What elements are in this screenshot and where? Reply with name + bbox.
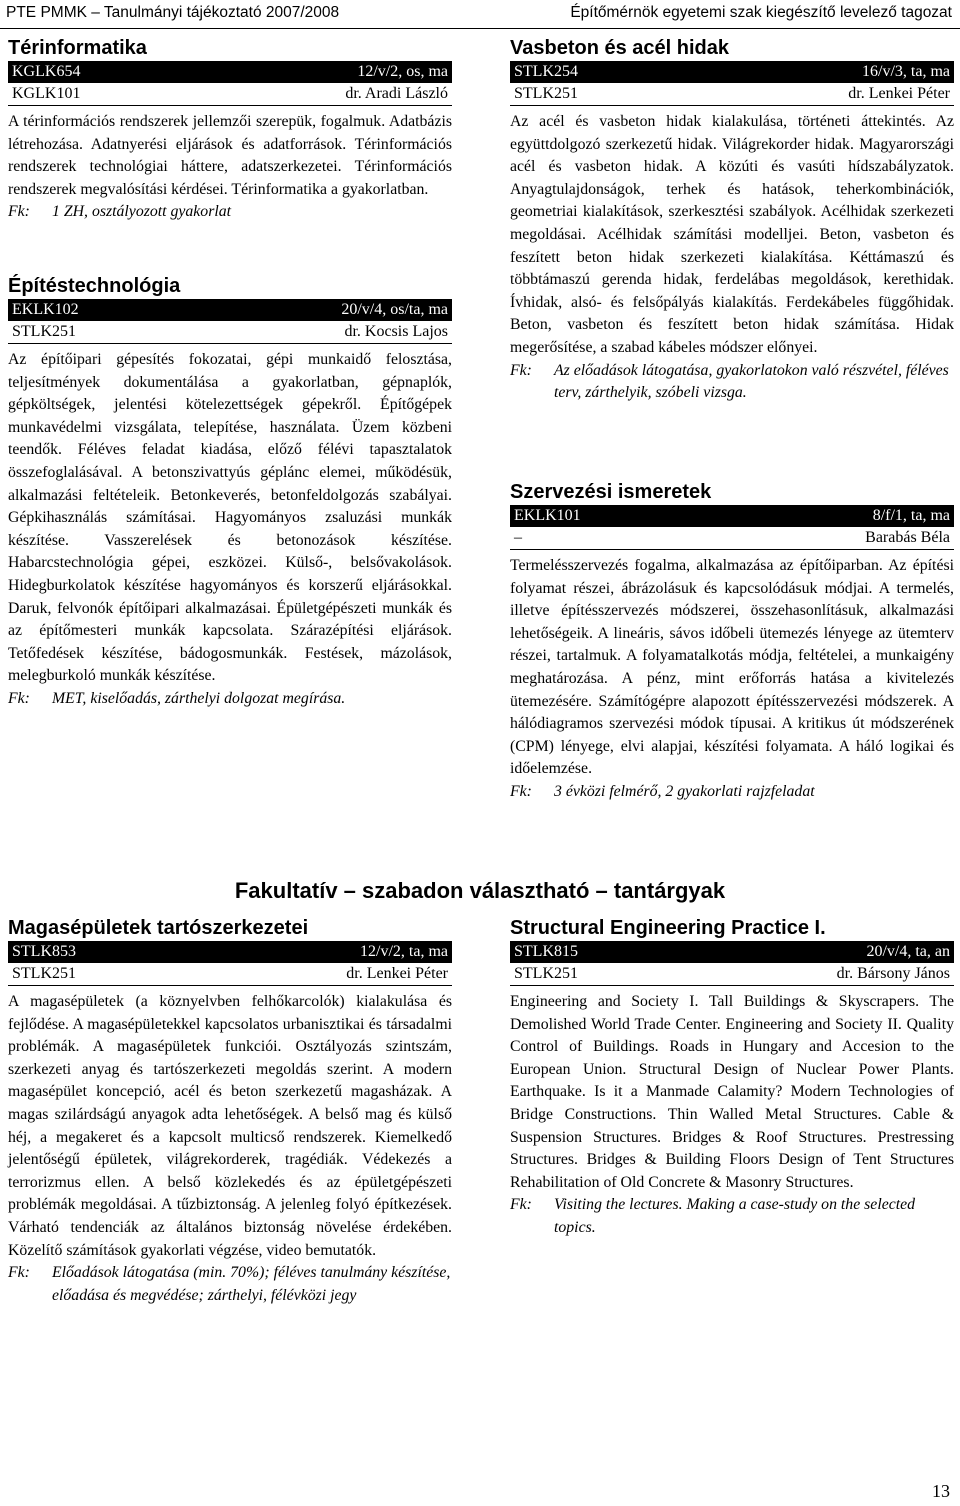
course-description: Az acél és vasbeton hidak kialakulása, történeti áttekintés. Az együttdolgozó szerkezetű hidak. Világrekorder hidak. Magyarországi acél és vasbeton hidak. A közúti és vasúti hídszabályzatok. Anyagtulajdonságok, terhek és hatások, teherkombinációk, geometriai kialakítások, szerkesztési szabályok. Acélhidak szerkezeti megoldásai. Acélhidak számítási modelljei. Beton, vasbeton és feszített beton hidak szerkezeti kialakítása. Kéttámaszú és többtámaszú gerenda hidak, ferdelábas megoldások, kerethidak. Ívhidak, alsó- és felsőpályás kialakítás. Ferdekábeles függőhidak. Beton, vasbeton és feszített beton hidak számítása. Hidak megerősítése, a szabad kábeles módszer előnyei.	[510, 113, 954, 356]
page-header	[0, 0, 960, 29]
course-prereq: STLK251	[12, 965, 76, 982]
course-code: STLK254	[514, 63, 578, 80]
course-prereq-row	[8, 963, 452, 986]
course-code: EKLK102	[12, 301, 79, 318]
course-description: A magasépületek (a köznyelvben felhőkarcolók) kialakulása és fejlődése. A magasépületekkel kapcsolatos urbanisztikai és társadalmi problémák. A magasépületek funkciói. Osztályozás szintszám, szerkezeti anyag és tartószerkezeti megoldás szerint. A modern magasépület koncepció, acél és beton szerkezetű magasházak. A magas szilárdságú anyagok adta lehetőségek. A belső mag és külső héj, a megakeret és a kapcsolt multicső rendszerek. Kiemelkedő jelentőségű épületek, világrekorderek, tragédiák. Védekezés a terrorizmus ellen. A belső közlekedés és az épületgépészeti problémák megoldásai. A tűzbiztonság. A jelenleg folyó építkezések. Várható tendenciák az általános biztonság növelése érdekében. Közelítő számítások gyakorlati végzése, video bemutatók.	[8, 993, 452, 1259]
course-meta: 8/f/1, ta, ma	[872, 507, 950, 524]
course-code-band	[510, 61, 954, 83]
course-description: A térinformációs rendszerek jellemzői szerepük, fogalmuk. Adatbázis létrehozása. Adatnyerési eljárások és adatforrások. Térinformációs rendszerek technológiai háttere, adatszerkezetei. Térinformációs rendszerek megvalósítási kérdései. Térinformatika a gyakorlatban.	[8, 113, 452, 198]
course-code-band	[8, 61, 452, 83]
course-title: Szervezési ismeretek	[510, 481, 712, 503]
course-requirements	[510, 1194, 954, 1239]
course-meta: 12/v/2, ta, ma	[360, 943, 448, 960]
course-prereq: KGLK101	[12, 85, 81, 102]
requirements-text: MET, kiselőadás, zárthelyi dolgozat megírása.	[52, 689, 346, 707]
course-terinformatika	[8, 36, 452, 224]
course-epitestechnologia	[8, 274, 452, 711]
course-structural-engineering	[510, 916, 954, 1240]
course-teacher: dr. Kocsis Lajos	[344, 323, 448, 340]
course-description: Termelésszervezés fogalma, alkalmazása az építőiparban. Az építési folyamat részei, ábrázolásuk és kapcsolódásuk módjai. A termelés, illetve építésszervezés módszerei, összehasonlításuk, alkalmazási lehetőségeik. A lineáris, sávos időbeli ütemezés lényege az ütemterv részei, tartalmuk. A folyamatalkotás módja, feltételei, a munkaigény meghatározása. A pénz, mint erőforrás hatása a kivitelezés ütemezésére. Számítógépre alapozott építésszervezési módszerek. A hálódiagramos szervezési módok típusai. A kritikus út módszerének (CPM) lényege, elvi alapjai, készítési folyamata. A háló logikai és időelemzése.	[510, 557, 954, 778]
course-title: Structural Engineering Practice I.	[510, 917, 826, 939]
requirements-label: Fk:	[8, 1264, 30, 1282]
requirements-label: Fk:	[8, 203, 30, 221]
requirements-label: Fk:	[8, 689, 30, 707]
header-left: PTE PMMK – Tanulmányi tájékoztató 2007/2008	[6, 4, 340, 21]
course-meta: 20/v/4, os/ta, ma	[341, 301, 448, 318]
course-prereq: STLK251	[12, 323, 76, 340]
requirements-text: Az előadások látogatása, gyakorlatokon való részvétel, féléves terv, zárthelyik, szóbeli vizsga.	[554, 361, 949, 402]
requirements-text: 1 ZH, osztályozott gyakorlat	[52, 203, 232, 221]
section-title: Fakultatív – szabadon választható – tantárgyak	[234, 878, 726, 903]
course-teacher: dr. Bársony János	[836, 965, 950, 982]
requirements-label: Fk:	[510, 1196, 532, 1214]
course-code-band	[8, 941, 452, 963]
course-code: STLK815	[514, 943, 578, 960]
course-prereq: STLK251	[514, 85, 578, 102]
course-description: Engineering and Society I. Tall Buildings & Skyscrapers. The Demolished World Trade Center. Engineering and Society II. Quality Control of Buildings. Roads in Hungary and Accesion to the European Union. Structural Design of Nuclear Power Plants. Earthquake. Is it a Manmade Calamity? Modern Technologies of Bridge Constructions. Thin Walled Metal Structures. Cable & Suspension Structures. Bridges & Roof Structures. Prestressing Structures. Bridges & Building Floors Design of Tent Structures Rehabilitation of Old Concrete & Masonry Structures.	[510, 993, 954, 1191]
course-prereq: STLK251	[514, 965, 578, 982]
course-teacher: dr. Aradi László	[345, 85, 448, 102]
course-code: KGLK654	[12, 63, 81, 80]
course-requirements	[510, 781, 954, 804]
course-teacher: dr. Lenkei Péter	[346, 965, 448, 982]
course-teacher: Barabás Béla	[865, 529, 950, 546]
course-code-band	[8, 299, 452, 321]
course-title: Építéstechnológia	[8, 275, 181, 297]
course-meta: 16/v/3, ta, ma	[862, 63, 950, 80]
requirements-text: Előadások látogatása (min. 70%); féléves tanulmány készítése, előadása és megvédése; zárthelyi, félévközi jegy	[52, 1264, 451, 1304]
course-code: STLK853	[12, 943, 76, 960]
course-code-band	[510, 505, 954, 527]
course-description: Az építőipari gépesítés fokozatai, gépi munkaidő felosztása, teljesítmények dokumentálása a gyakorlatban, gépnaplók, gépköltségek, jelentési kötelezettségek gépekről. Építőgépek munkavédelmi vizsgálata, telepítése, használata. Üzem közbeni teendők. Féléves feladat kiadása, előző félévi tapasztalatok összefoglalásával. A betonszivattyús géplánc elemei, működésük, alkalmazási feltételeik. Betonkeverés, betonfeldolgozás szabályai. Gépkihasználás számításai. Hagyományos zsaluzási munkák készítése. Vasszerelések és betonozások készítése. Habarcstechnológia gépei, eszközei. Külső-, belsővakolások. Hidegburkolatok készítése hagyományos és korszerű eljárásokkal. Daruk, felvonók építőipari alkalmazásai. Épületgépészeti munkák és az építőmesteri munkák kapcsolata. Szárazépítési eljárások. Tetőfedések készítése, bádogosmunkák. Festések, mázolások, melegburkoló munkák készítése.	[8, 351, 452, 685]
course-prereq-row	[510, 527, 954, 550]
course-requirements	[8, 201, 452, 224]
course-title: Magasépületek tartószerkezetei	[8, 917, 309, 939]
requirements-label: Fk:	[510, 361, 532, 379]
requirements-text: 3 évközi felmérő, 2 gyakorlati rajzfeladat	[554, 782, 815, 800]
course-requirements	[510, 360, 954, 405]
course-prereq-row	[8, 83, 452, 106]
course-prereq-row	[510, 83, 954, 106]
course-title: Térinformatika	[8, 37, 147, 59]
page-number: 13	[932, 1481, 950, 1501]
course-teacher: dr. Lenkei Péter	[848, 85, 950, 102]
requirements-label: Fk:	[510, 782, 532, 800]
course-code: EKLK101	[514, 507, 581, 524]
requirements-text: Visiting the lectures. Making a case-study on the selected topics.	[554, 1196, 916, 1236]
course-title: Vasbeton és acél hidak	[510, 37, 729, 59]
course-szervezesi-ismeretek	[510, 480, 954, 804]
course-vasbeton-hidak	[510, 36, 954, 405]
course-code-band	[510, 941, 954, 963]
course-prereq-row	[8, 321, 452, 344]
course-meta: 20/v/4, ta, an	[866, 943, 950, 960]
header-right: Építőmérnök egyetemi szak kiegészítő levelező tagozat	[570, 4, 952, 21]
course-requirements	[8, 1262, 452, 1307]
course-prereq: –	[514, 529, 522, 546]
course-prereq-row	[510, 963, 954, 986]
course-meta: 12/v/2, os, ma	[357, 63, 448, 80]
course-magasepuletek	[8, 916, 452, 1307]
course-requirements	[8, 688, 452, 711]
